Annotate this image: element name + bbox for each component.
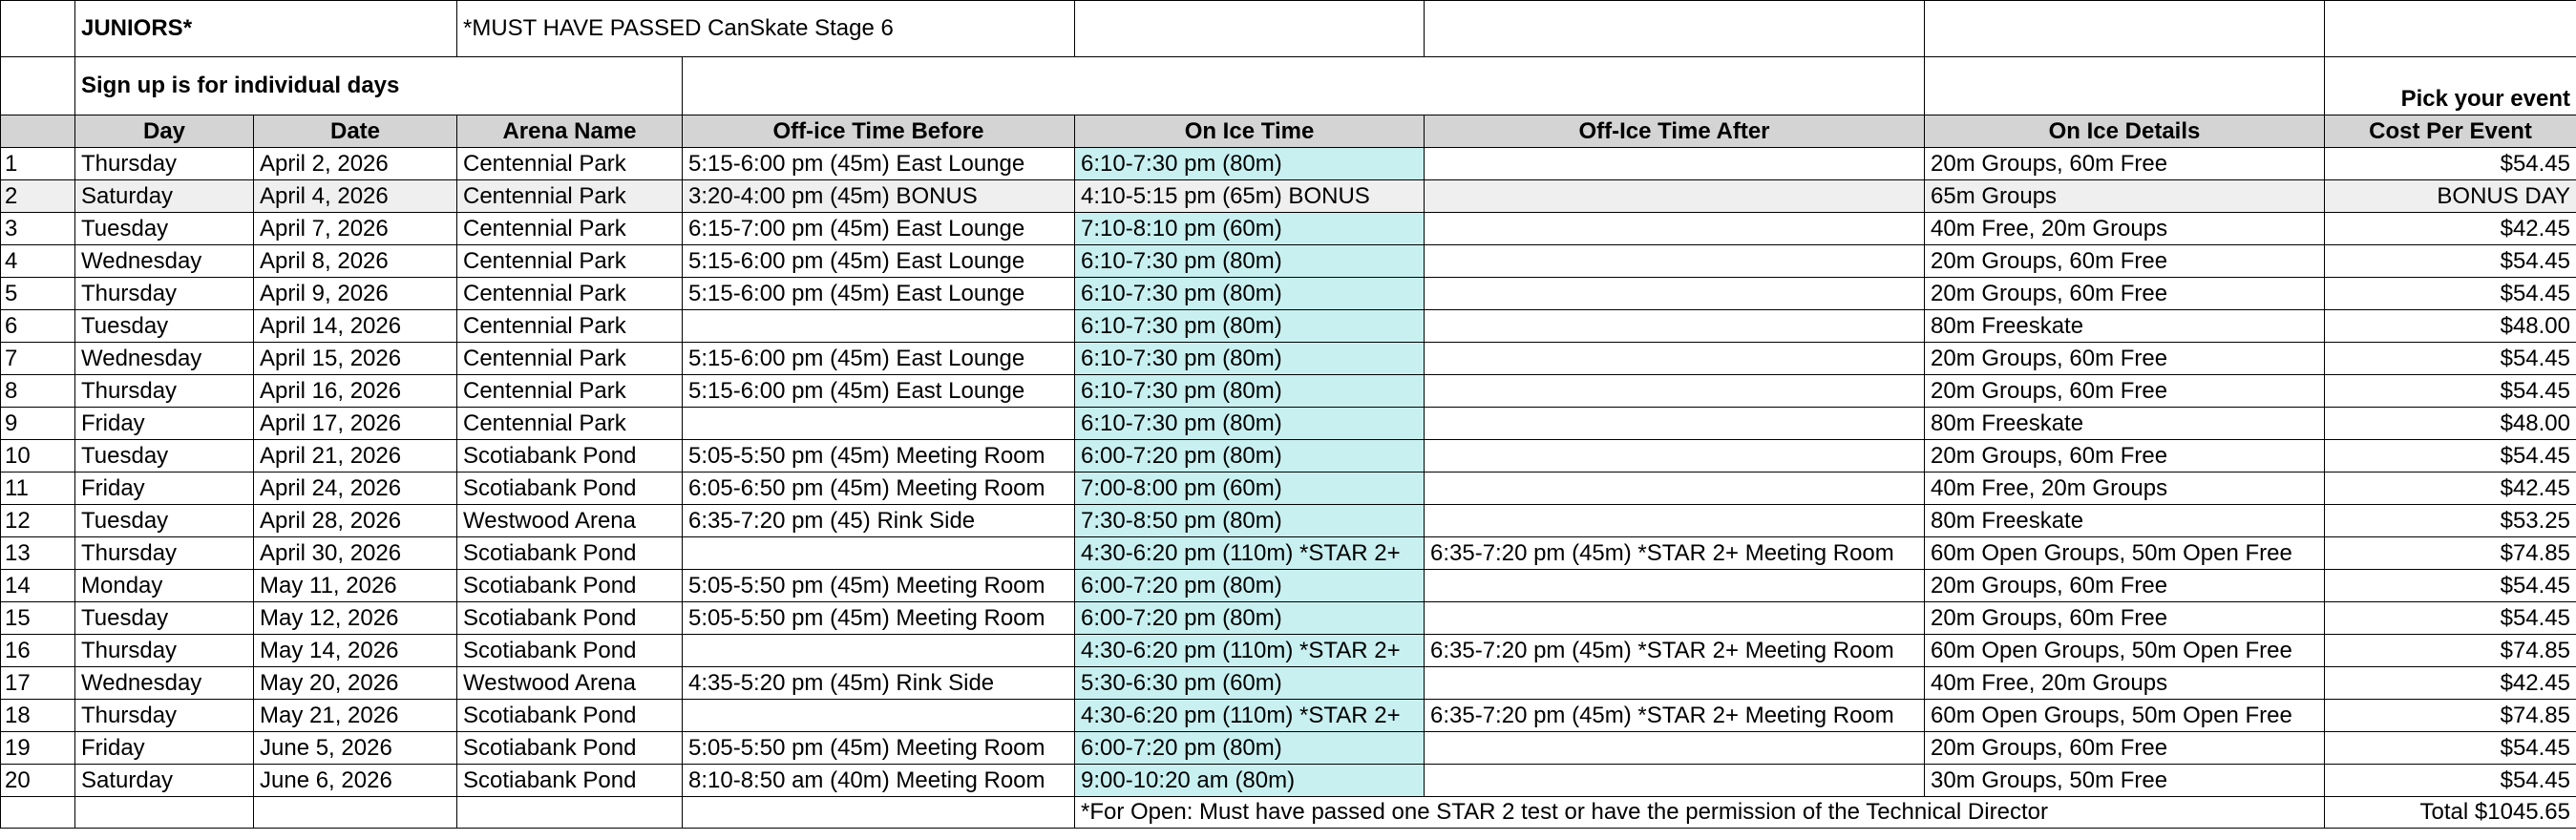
cost-cell[interactable]: $54.45 [2325, 765, 2576, 797]
date-cell[interactable]: May 11, 2026 [254, 570, 457, 602]
header-details[interactable]: On Ice Details [1925, 116, 2325, 148]
on-ice-details-cell[interactable]: 80m Freeskate [1925, 408, 2325, 440]
cell[interactable] [1425, 1, 1925, 57]
table-row [1, 180, 2576, 213]
cost-cell[interactable]: $54.45 [2325, 602, 2576, 635]
row-number[interactable]: 16 [1, 635, 75, 667]
on-ice-time-cell[interactable]: 7:00-8:00 pm (60m) [1075, 472, 1425, 505]
off-ice-after-cell[interactable] [1425, 148, 1925, 180]
cost-cell[interactable]: $53.25 [2325, 505, 2576, 537]
row-number[interactable]: 1 [1, 148, 75, 180]
off-ice-after-cell[interactable] [1425, 245, 1925, 278]
header-arena[interactable]: Arena Name [457, 116, 683, 148]
row-number[interactable]: 20 [1, 765, 75, 797]
on-ice-details-cell[interactable]: 20m Groups, 60m Free [1925, 570, 2325, 602]
on-ice-time-cell[interactable]: 6:10-7:30 pm (80m) [1075, 408, 1425, 440]
on-ice-details-cell[interactable]: 60m Open Groups, 50m Open Free [1925, 700, 2325, 732]
day-cell[interactable]: Thursday [75, 700, 254, 732]
off-ice-after-cell[interactable]: 6:35-7:20 pm (45m) *STAR 2+ Meeting Room [1425, 635, 1925, 667]
cell[interactable] [1, 1, 75, 57]
on-ice-time-cell[interactable]: 9:00-10:20 am (80m) [1075, 765, 1425, 797]
cost-cell[interactable]: $54.45 [2325, 148, 2576, 180]
on-ice-time-cell[interactable]: 7:30-8:50 pm (80m) [1075, 505, 1425, 537]
off-ice-after-cell[interactable] [1425, 343, 1925, 375]
cell[interactable] [2325, 1, 2576, 57]
row-number[interactable]: 3 [1, 213, 75, 245]
on-ice-details-cell[interactable]: 60m Open Groups, 50m Open Free [1925, 537, 2325, 570]
day-cell[interactable]: Thursday [75, 635, 254, 667]
date-cell[interactable]: April 21, 2026 [254, 440, 457, 472]
cost-cell[interactable]: $54.45 [2325, 375, 2576, 408]
off-ice-before-cell[interactable]: 5:15-6:00 pm (45m) East Lounge [683, 343, 1075, 375]
day-cell[interactable]: Wednesday [75, 667, 254, 700]
pick-event-label[interactable]: Pick your event [2325, 57, 2576, 116]
off-ice-before-cell[interactable] [683, 310, 1075, 343]
off-ice-after-cell[interactable] [1425, 278, 1925, 310]
table-row [1, 505, 2576, 537]
row-number[interactable]: 17 [1, 667, 75, 700]
on-ice-time-cell[interactable]: 4:30-6:20 pm (110m) *STAR 2+ [1075, 700, 1425, 732]
arena-cell[interactable]: Scotiabank Pond [457, 537, 683, 570]
date-cell[interactable]: May 20, 2026 [254, 667, 457, 700]
date-cell[interactable]: April 15, 2026 [254, 343, 457, 375]
day-cell[interactable]: Saturday [75, 180, 254, 213]
off-ice-after-cell[interactable] [1425, 310, 1925, 343]
off-ice-before-cell[interactable] [683, 700, 1075, 732]
footer-row [1, 797, 2576, 829]
title-row [1, 1, 2576, 57]
day-cell[interactable]: Wednesday [75, 245, 254, 278]
table-row [1, 343, 2576, 375]
cost-cell[interactable]: $54.45 [2325, 440, 2576, 472]
row-number[interactable]: 9 [1, 408, 75, 440]
off-ice-after-cell[interactable] [1425, 375, 1925, 408]
off-ice-before-cell[interactable]: 5:05-5:50 pm (45m) Meeting Room [683, 602, 1075, 635]
day-cell[interactable]: Friday [75, 408, 254, 440]
on-ice-details-cell[interactable]: 20m Groups, 60m Free [1925, 278, 2325, 310]
day-cell[interactable]: Thursday [75, 148, 254, 180]
table-row [1, 245, 2576, 278]
cost-cell[interactable]: $54.45 [2325, 570, 2576, 602]
on-ice-time-cell[interactable]: 6:10-7:30 pm (80m) [1075, 148, 1425, 180]
arena-cell[interactable]: Centennial Park [457, 180, 683, 213]
cost-cell[interactable]: BONUS DAY [2325, 180, 2576, 213]
on-ice-time-cell[interactable]: 5:30-6:30 pm (60m) [1075, 667, 1425, 700]
table-row [1, 602, 2576, 635]
on-ice-time-cell[interactable]: 6:00-7:20 pm (80m) [1075, 570, 1425, 602]
date-cell[interactable]: April 14, 2026 [254, 310, 457, 343]
off-ice-before-cell[interactable] [683, 408, 1075, 440]
arena-cell[interactable]: Centennial Park [457, 148, 683, 180]
table-row [1, 700, 2576, 732]
on-ice-time-cell[interactable]: 6:10-7:30 pm (80m) [1075, 343, 1425, 375]
table-row [1, 667, 2576, 700]
cell[interactable] [683, 57, 1925, 116]
date-cell[interactable]: April 9, 2026 [254, 278, 457, 310]
header-off-after[interactable]: Off-Ice Time After [1425, 116, 1925, 148]
off-ice-before-cell[interactable]: 5:05-5:50 pm (45m) Meeting Room [683, 732, 1075, 765]
table-row [1, 537, 2576, 570]
signup-note[interactable]: Sign up is for individual days [75, 57, 683, 116]
header-row [1, 116, 2576, 148]
cell[interactable] [1, 57, 75, 116]
arena-cell[interactable]: Scotiabank Pond [457, 635, 683, 667]
arena-cell[interactable]: Centennial Park [457, 213, 683, 245]
cost-cell[interactable]: $54.45 [2325, 343, 2576, 375]
off-ice-before-cell[interactable]: 6:15-7:00 pm (45m) East Lounge [683, 213, 1075, 245]
date-cell[interactable]: April 30, 2026 [254, 537, 457, 570]
table-row [1, 375, 2576, 408]
arena-cell[interactable]: Scotiabank Pond [457, 700, 683, 732]
on-ice-details-cell[interactable]: 60m Open Groups, 50m Open Free [1925, 635, 2325, 667]
off-ice-after-cell[interactable]: 6:35-7:20 pm (45m) *STAR 2+ Meeting Room [1425, 537, 1925, 570]
on-ice-details-cell[interactable]: 20m Groups, 60m Free [1925, 343, 2325, 375]
footer-note[interactable]: *For Open: Must have passed one STAR 2 test or have the permission of the Technical Director [1075, 797, 2325, 829]
day-cell[interactable]: Thursday [75, 537, 254, 570]
off-ice-after-cell[interactable] [1425, 667, 1925, 700]
off-ice-before-cell[interactable]: 5:05-5:50 pm (45m) Meeting Room [683, 440, 1075, 472]
off-ice-after-cell[interactable] [1425, 505, 1925, 537]
cost-cell[interactable]: $74.85 [2325, 635, 2576, 667]
requirement-note[interactable]: *MUST HAVE PASSED CanSkate Stage 6 [457, 1, 1075, 57]
off-ice-after-cell[interactable] [1425, 602, 1925, 635]
table-row [1, 765, 2576, 797]
day-cell[interactable]: Tuesday [75, 310, 254, 343]
day-cell[interactable]: Thursday [75, 278, 254, 310]
date-cell[interactable]: April 8, 2026 [254, 245, 457, 278]
header-cost[interactable]: Cost Per Event [2325, 116, 2576, 148]
table-row [1, 440, 2576, 472]
cost-cell[interactable]: $42.45 [2325, 472, 2576, 505]
cost-cell[interactable]: $54.45 [2325, 278, 2576, 310]
row-number[interactable]: 8 [1, 375, 75, 408]
on-ice-details-cell[interactable]: 80m Freeskate [1925, 310, 2325, 343]
day-cell[interactable]: Saturday [75, 765, 254, 797]
day-cell[interactable]: Thursday [75, 375, 254, 408]
row-number[interactable]: 6 [1, 310, 75, 343]
on-ice-details-cell[interactable]: 20m Groups, 60m Free [1925, 602, 2325, 635]
date-cell[interactable]: May 14, 2026 [254, 635, 457, 667]
on-ice-details-cell[interactable]: 30m Groups, 50m Free [1925, 765, 2325, 797]
date-cell[interactable]: April 28, 2026 [254, 505, 457, 537]
day-cell[interactable]: Tuesday [75, 505, 254, 537]
table-row [1, 635, 2576, 667]
table-row [1, 310, 2576, 343]
cost-cell[interactable]: $48.00 [2325, 408, 2576, 440]
arena-cell[interactable]: Centennial Park [457, 343, 683, 375]
off-ice-after-cell[interactable] [1425, 180, 1925, 213]
cost-cell[interactable]: $54.45 [2325, 245, 2576, 278]
arena-cell[interactable]: Scotiabank Pond [457, 732, 683, 765]
on-ice-details-cell[interactable]: 20m Groups, 60m Free [1925, 148, 2325, 180]
on-ice-details-cell[interactable]: 40m Free, 20m Groups [1925, 667, 2325, 700]
day-cell[interactable]: Tuesday [75, 602, 254, 635]
day-cell[interactable]: Tuesday [75, 213, 254, 245]
on-ice-time-cell[interactable]: 4:30-6:20 pm (110m) *STAR 2+ [1075, 635, 1425, 667]
off-ice-before-cell[interactable]: 5:15-6:00 pm (45m) East Lounge [683, 375, 1075, 408]
off-ice-before-cell[interactable]: 5:15-6:00 pm (45m) East Lounge [683, 245, 1075, 278]
total-cell[interactable]: Total $1045.65 [2325, 797, 2576, 829]
on-ice-details-cell[interactable]: 20m Groups, 60m Free [1925, 375, 2325, 408]
row-number[interactable]: 5 [1, 278, 75, 310]
cell[interactable] [254, 797, 457, 829]
cell[interactable] [1, 797, 75, 829]
on-ice-time-cell[interactable]: 6:10-7:30 pm (80m) [1075, 245, 1425, 278]
off-ice-after-cell[interactable] [1425, 570, 1925, 602]
date-cell[interactable]: June 6, 2026 [254, 765, 457, 797]
header-date[interactable]: Date [254, 116, 457, 148]
cost-cell[interactable]: $74.85 [2325, 537, 2576, 570]
date-cell[interactable]: May 12, 2026 [254, 602, 457, 635]
on-ice-details-cell[interactable]: 40m Free, 20m Groups [1925, 213, 2325, 245]
on-ice-time-cell[interactable]: 6:00-7:20 pm (80m) [1075, 440, 1425, 472]
cell[interactable] [457, 797, 683, 829]
day-cell[interactable]: Wednesday [75, 343, 254, 375]
date-cell[interactable]: April 7, 2026 [254, 213, 457, 245]
off-ice-before-cell[interactable]: 8:10-8:50 am (40m) Meeting Room [683, 765, 1075, 797]
header-day[interactable]: Day [75, 116, 254, 148]
off-ice-before-cell[interactable] [683, 537, 1075, 570]
cell[interactable] [1925, 1, 2325, 57]
day-cell[interactable]: Friday [75, 732, 254, 765]
table-row [1, 570, 2576, 602]
row-number[interactable]: 4 [1, 245, 75, 278]
table-row [1, 732, 2576, 765]
arena-cell[interactable]: Scotiabank Pond [457, 440, 683, 472]
date-cell[interactable]: May 21, 2026 [254, 700, 457, 732]
off-ice-before-cell[interactable]: 4:35-5:20 pm (45m) Rink Side [683, 667, 1075, 700]
off-ice-after-cell[interactable]: 6:35-7:20 pm (45m) *STAR 2+ Meeting Room [1425, 700, 1925, 732]
on-ice-time-cell[interactable]: 7:10-8:10 pm (60m) [1075, 213, 1425, 245]
off-ice-after-cell[interactable] [1425, 440, 1925, 472]
cost-cell[interactable]: $42.45 [2325, 213, 2576, 245]
date-cell[interactable]: April 2, 2026 [254, 148, 457, 180]
off-ice-before-cell[interactable]: 5:05-5:50 pm (45m) Meeting Room [683, 570, 1075, 602]
arena-cell[interactable]: Scotiabank Pond [457, 570, 683, 602]
row-number[interactable]: 11 [1, 472, 75, 505]
arena-cell[interactable]: Scotiabank Pond [457, 472, 683, 505]
header-off-before[interactable]: Off-ice Time Before [683, 116, 1075, 148]
arena-cell[interactable]: Scotiabank Pond [457, 602, 683, 635]
on-ice-time-cell[interactable]: 6:10-7:30 pm (80m) [1075, 310, 1425, 343]
off-ice-after-cell[interactable] [1425, 472, 1925, 505]
date-cell[interactable]: April 4, 2026 [254, 180, 457, 213]
arena-cell[interactable]: Westwood Arena [457, 667, 683, 700]
off-ice-before-cell[interactable] [683, 635, 1075, 667]
arena-cell[interactable]: Scotiabank Pond [457, 765, 683, 797]
cell[interactable] [1925, 57, 2325, 116]
table-row [1, 213, 2576, 245]
date-cell[interactable]: June 5, 2026 [254, 732, 457, 765]
on-ice-time-cell[interactable]: 6:10-7:30 pm (80m) [1075, 375, 1425, 408]
on-ice-time-cell[interactable]: 6:10-7:30 pm (80m) [1075, 278, 1425, 310]
row-number[interactable]: 13 [1, 537, 75, 570]
cell[interactable] [683, 797, 1075, 829]
day-cell[interactable]: Tuesday [75, 440, 254, 472]
row-number[interactable]: 10 [1, 440, 75, 472]
off-ice-after-cell[interactable] [1425, 213, 1925, 245]
row-number[interactable]: 2 [1, 180, 75, 213]
off-ice-after-cell[interactable] [1425, 732, 1925, 765]
on-ice-time-cell[interactable]: 4:30-6:20 pm (110m) *STAR 2+ [1075, 537, 1425, 570]
row-number[interactable]: 19 [1, 732, 75, 765]
off-ice-before-cell[interactable]: 5:15-6:00 pm (45m) East Lounge [683, 278, 1075, 310]
table-row [1, 472, 2576, 505]
cost-cell[interactable]: $74.85 [2325, 700, 2576, 732]
cost-cell[interactable]: $42.45 [2325, 667, 2576, 700]
arena-cell[interactable]: Centennial Park [457, 245, 683, 278]
date-cell[interactable]: April 24, 2026 [254, 472, 457, 505]
day-cell[interactable]: Monday [75, 570, 254, 602]
row-number[interactable]: 15 [1, 602, 75, 635]
on-ice-time-cell[interactable]: 6:00-7:20 pm (80m) [1075, 602, 1425, 635]
on-ice-time-cell[interactable]: 4:10-5:15 pm (65m) BONUS [1075, 180, 1425, 213]
row-number[interactable]: 12 [1, 505, 75, 537]
sheet-title[interactable]: JUNIORS* [75, 1, 457, 57]
on-ice-details-cell[interactable]: 20m Groups, 60m Free [1925, 245, 2325, 278]
off-ice-before-cell[interactable]: 6:35-7:20 pm (45) Rink Side [683, 505, 1075, 537]
day-cell[interactable]: Friday [75, 472, 254, 505]
header-on-ice[interactable]: On Ice Time [1075, 116, 1425, 148]
on-ice-time-cell[interactable]: 6:00-7:20 pm (80m) [1075, 732, 1425, 765]
arena-cell[interactable]: Centennial Park [457, 408, 683, 440]
arena-cell[interactable]: Centennial Park [457, 278, 683, 310]
row-number[interactable]: 14 [1, 570, 75, 602]
off-ice-after-cell[interactable] [1425, 765, 1925, 797]
table-row [1, 148, 2576, 180]
off-ice-before-cell[interactable]: 6:05-6:50 pm (45m) Meeting Room [683, 472, 1075, 505]
row-number[interactable]: 18 [1, 700, 75, 732]
on-ice-details-cell[interactable]: 20m Groups, 60m Free [1925, 732, 2325, 765]
table-row [1, 278, 2576, 310]
cell[interactable] [75, 797, 254, 829]
cost-cell[interactable]: $48.00 [2325, 310, 2576, 343]
arena-cell[interactable]: Centennial Park [457, 310, 683, 343]
off-ice-before-cell[interactable]: 3:20-4:00 pm (45m) BONUS [683, 180, 1075, 213]
arena-cell[interactable]: Centennial Park [457, 375, 683, 408]
date-cell[interactable]: April 16, 2026 [254, 375, 457, 408]
on-ice-details-cell[interactable]: 20m Groups, 60m Free [1925, 440, 2325, 472]
on-ice-details-cell[interactable]: 80m Freeskate [1925, 505, 2325, 537]
header-cell-number[interactable] [1, 116, 75, 148]
on-ice-details-cell[interactable]: 65m Groups [1925, 180, 2325, 213]
date-cell[interactable]: April 17, 2026 [254, 408, 457, 440]
row-number[interactable]: 7 [1, 343, 75, 375]
off-ice-after-cell[interactable] [1425, 408, 1925, 440]
cost-cell[interactable]: $54.45 [2325, 732, 2576, 765]
on-ice-details-cell[interactable]: 40m Free, 20m Groups [1925, 472, 2325, 505]
cell[interactable] [1075, 1, 1425, 57]
table-row [1, 408, 2576, 440]
arena-cell[interactable]: Westwood Arena [457, 505, 683, 537]
off-ice-before-cell[interactable]: 5:15-6:00 pm (45m) East Lounge [683, 148, 1075, 180]
subtitle-row [1, 57, 2576, 116]
